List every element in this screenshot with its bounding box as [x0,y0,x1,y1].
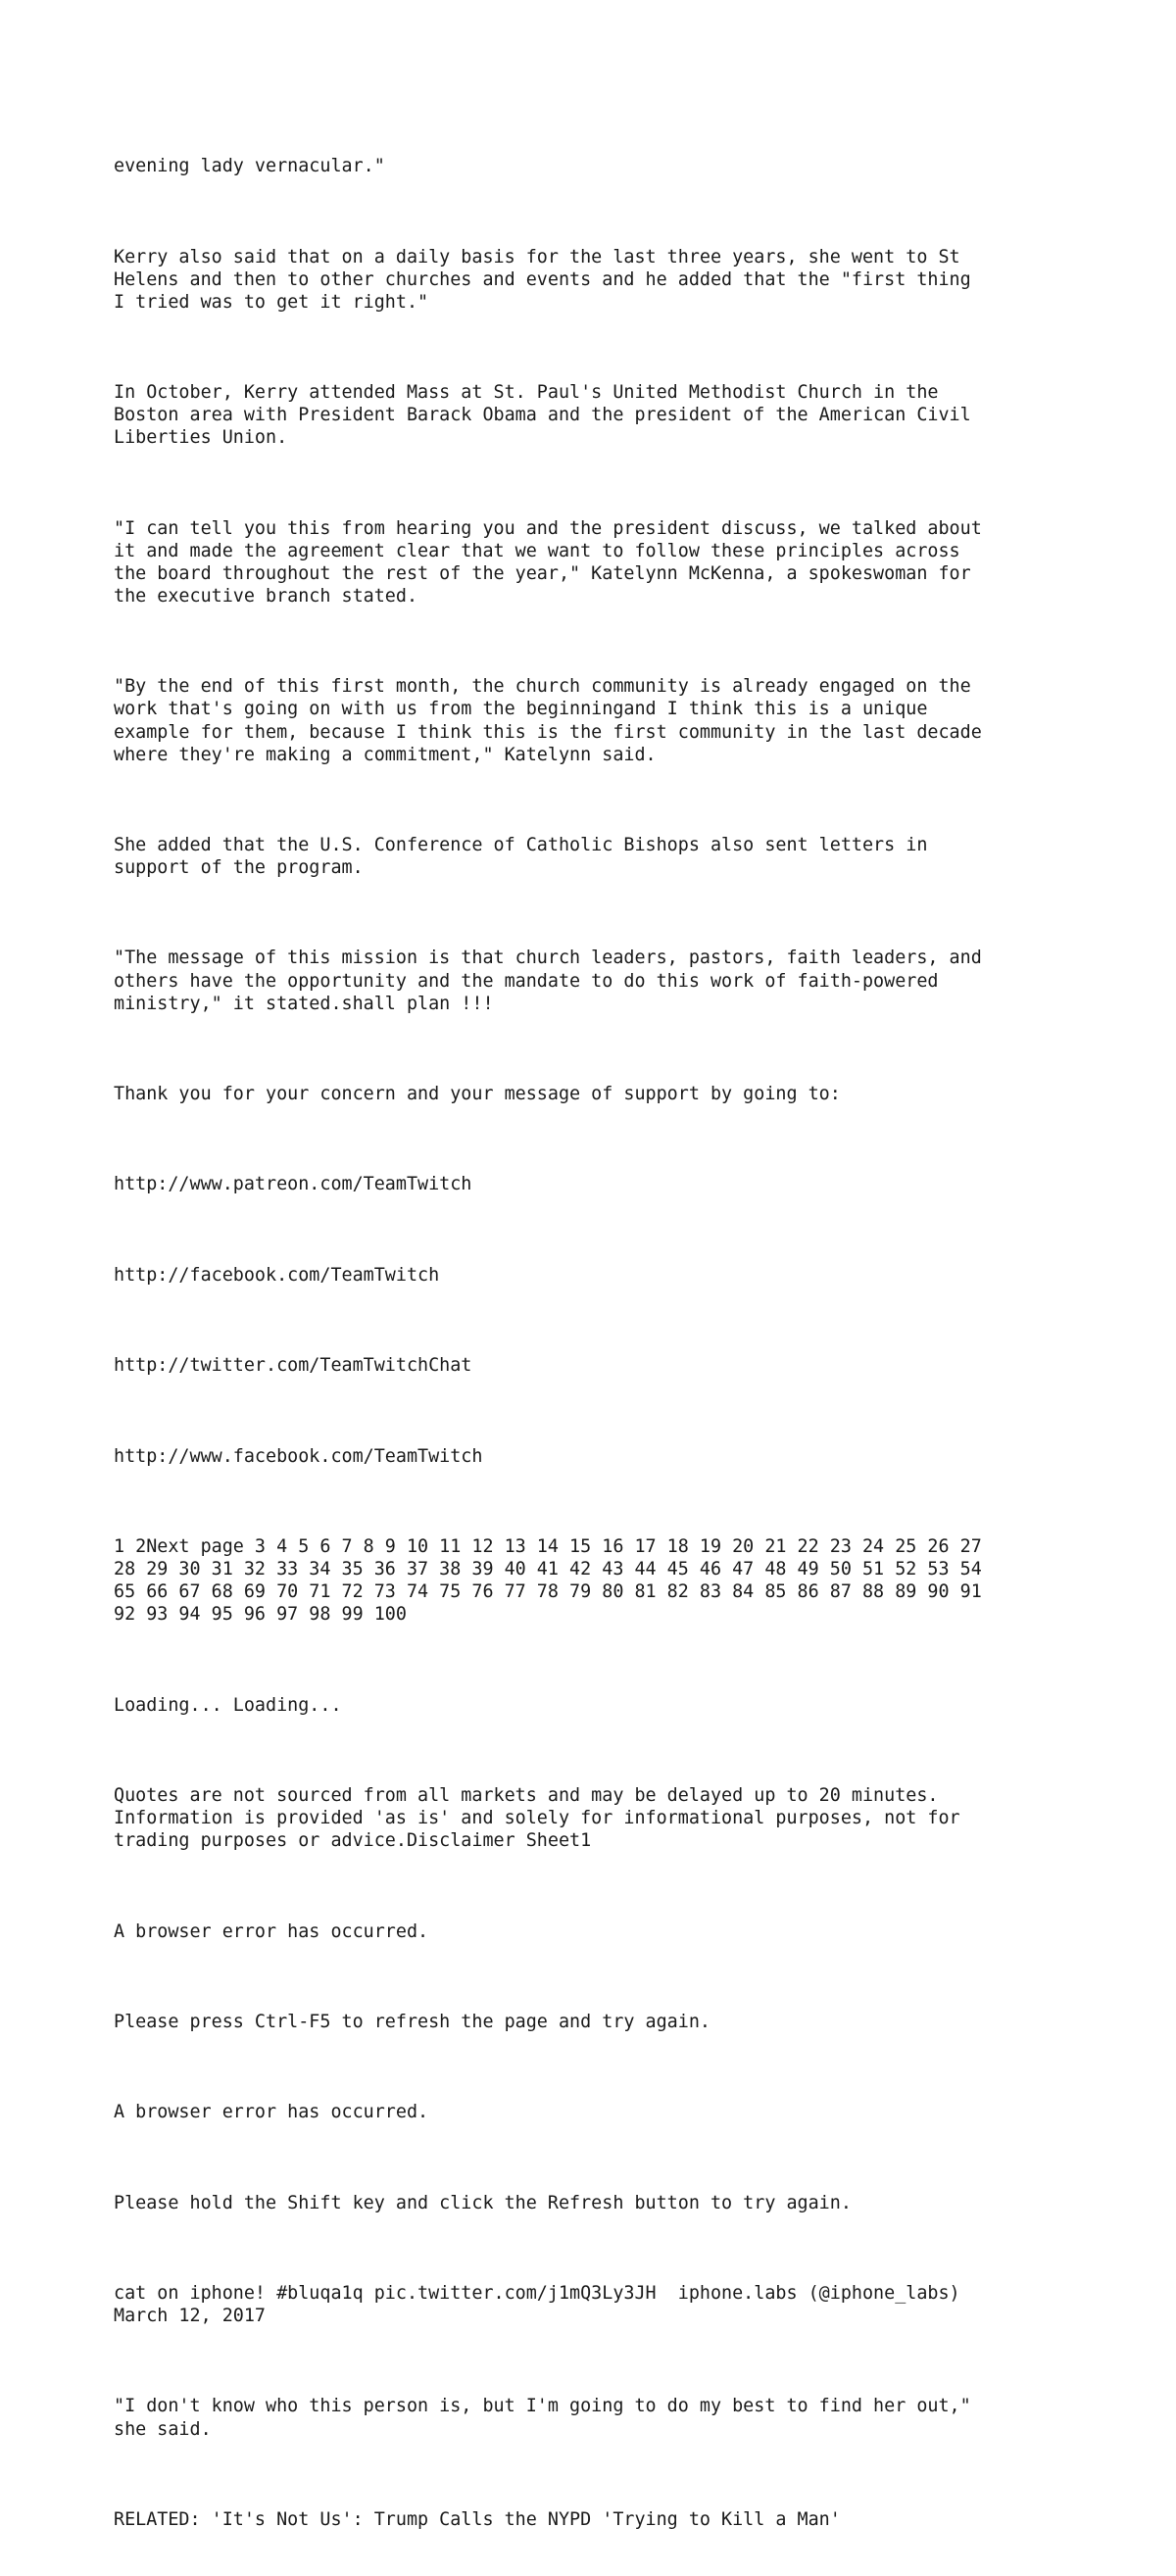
link-patreon[interactable]: http://www.patreon.com/TeamTwitch [114,1174,472,1195]
link-twitter[interactable]: http://twitter.com/TeamTwitchChat [114,1355,472,1377]
paragraph-bishops-letters: She added that the U.S. Conference of Catholic Bishops also sent letters in support of the program. [114,835,928,879]
browser-error-message: A browser error has occurred. [114,1920,429,1942]
refresh-instruction: Please press Ctrl-F5 to refresh the page and try again. [114,2011,710,2032]
paragraph-october-mass: In October, Kerry attended Mass at St. Paul's United Methodist Church in the Boston area with President Barack Obama and the president of the American Civil Liberties Union. [114,382,971,449]
related-link[interactable]: RELATED: 'It's Not Us': Trump Calls the NYPD 'Trying to Kill a Man' [114,2508,841,2530]
paragraph-find-her-quote: "I don't know who this person is, but I'm going to do my best to find her out," she said. [114,2396,971,2440]
quotes-disclaimer: Quotes are not sourced from all markets and may be delayed up to 20 minutes. Information is provided 'as is' and solely for informational purposes, not for trading purposes or advice.Disclaimer Sheet1 [114,1784,960,1852]
link-facebook[interactable]: http://facebook.com/TeamTwitch [114,1264,440,1286]
paragraph-thank-you: Thank you for your concern and your message of support by going to: [114,1084,841,1105]
shift-refresh-instruction: Please hold the Shift key and click the Refresh button to try again. [114,2192,852,2213]
link-facebook-www[interactable]: http://www.facebook.com/TeamTwitch [114,1445,483,1467]
paragraph-evening-lady: evening lady vernacular." [114,156,385,177]
paragraph-mckenna-quote: "I can tell you this from hearing you and the president discuss, we talked about it and made the agreement clear that we want to follow these principles across the board throughout the rest of the year," Katelynn McKenna, a spokeswoman for the executive branch stated. [114,517,982,607]
paragraph-kerry-daily: Kerry also said that on a daily basis for the last three years, she went to St Helens and then to other churches and events and he added that the "first thing I tried was to get it right." [114,246,971,313]
paragraph-mission-message: "The message of this mission is that church leaders, pastors, faith leaders, and others have the opportunity and the mandate to do this work of faith-powered ministry," it stated.shall plan !!! [114,948,982,1014]
document-body [114,110,1094,2576]
pagination[interactable]: 1 2Next page 3 4 5 6 7 8 9 10 11 12 13 14 15 16 17 18 19 20 21 22 23 24 25 26 27 28 29 30 31 32 33 34 35 36 37 38 39 40 41 42 43 44 45 46 47 48 49 50 51 52 53 54 65 66 67 68 69 70 71 72 73 74 75 76 77 78 79 80 81 82 83 84 85 86 87 88 89 90 91 92 93 94 95 96 97 98 99 100 [114,1535,982,1626]
paragraph-first-month-quote: "By the end of this first month, the church community is already engaged on the work that's going on with us from the beginningand I think this is a unique example for them, because I think this is the first community in the last decade where they're making a commitment," Katelynn said. [114,676,982,765]
browser-error-message-2: A browser error has occurred. [114,2102,429,2123]
embedded-tweet: cat on iphone! #bluqa1q pic.twitter.com/j1mQ3Ly3JH iphone.labs (@iphone_labs) March 12, 2017 [114,2283,960,2327]
loading-text: Loading... Loading... [114,1694,342,1716]
